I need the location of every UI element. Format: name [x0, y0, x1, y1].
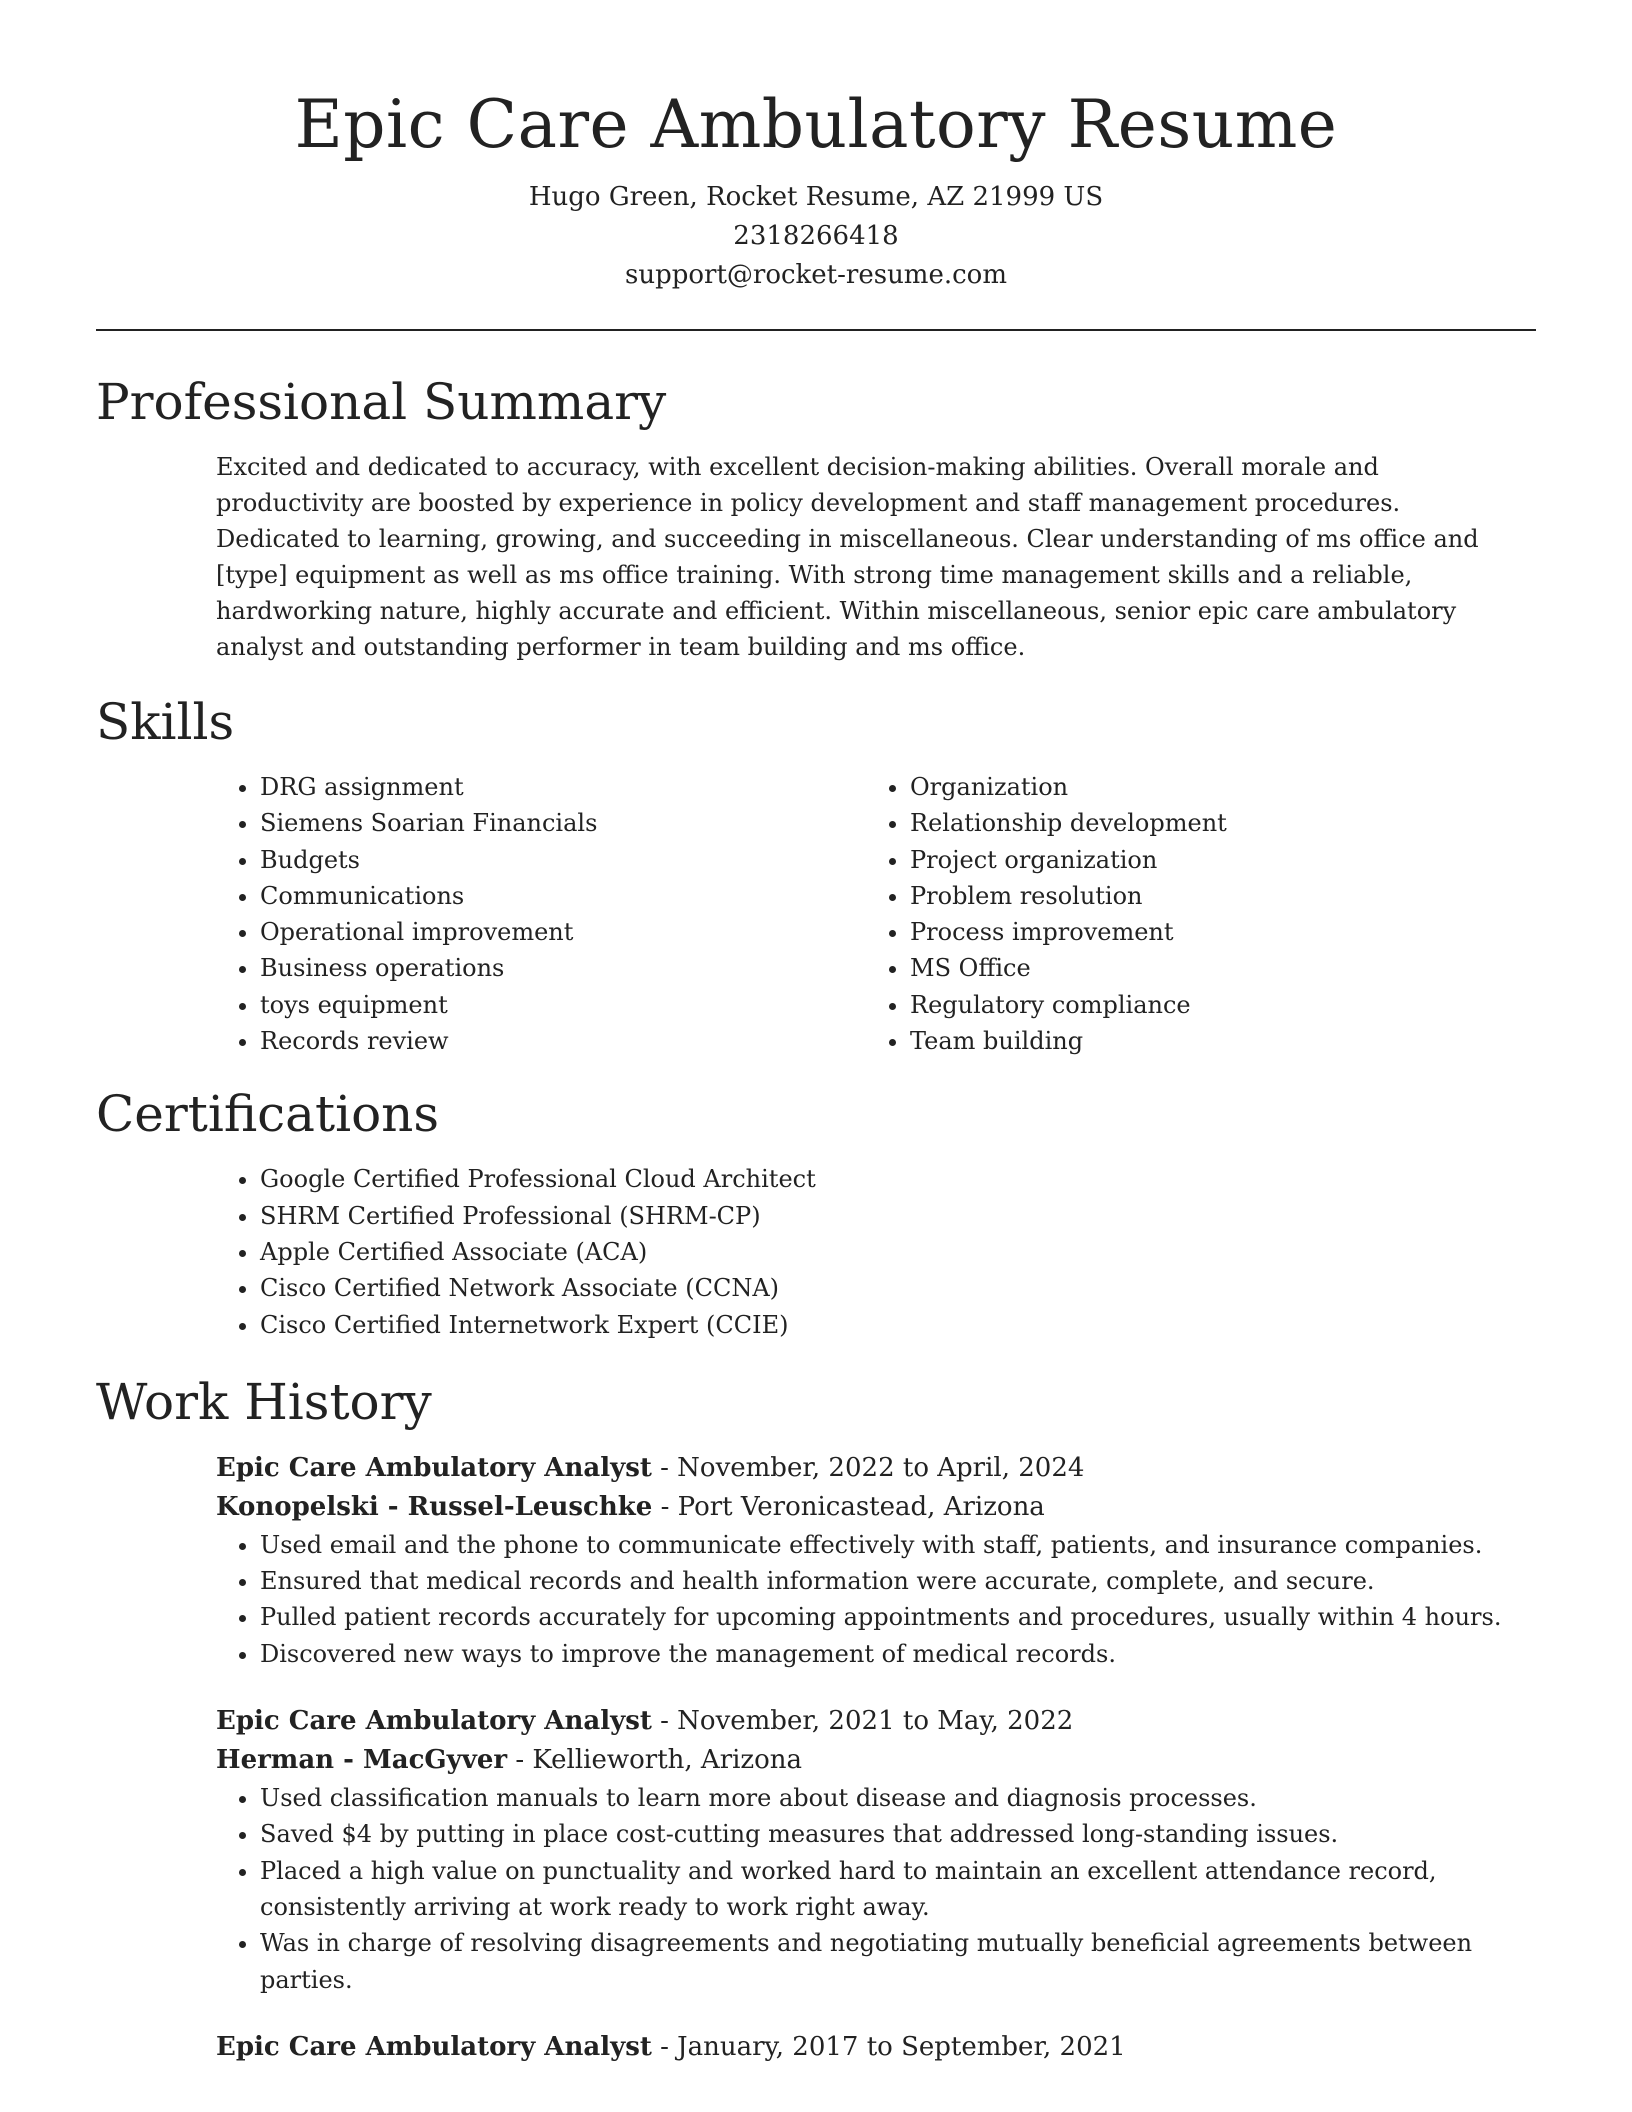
summary-heading: Professional Summary	[96, 373, 667, 431]
job-company: Konopelski - Russel-Leuschke	[216, 1491, 653, 1522]
skill-item: • Organization	[910, 769, 1516, 805]
job-dates: November, 2022 to April, 2024	[677, 1452, 1085, 1483]
job-duty: • Pulled patient records accurately for upcoming appointments and procedures, usually within 4 hours.	[260, 1599, 1536, 1635]
skill-item: • Communications	[260, 878, 866, 914]
job-dates: January, 2017 to September, 2021	[677, 2031, 1126, 2062]
resume-title: Epic Care Ambulatory Resume	[294, 86, 1338, 163]
certification-item: • Google Certified Professional Cloud Architect	[260, 1161, 1536, 1197]
contact-block	[96, 178, 1536, 295]
job-entry	[216, 1449, 1536, 1672]
job-separator: -	[660, 1706, 678, 1737]
job-entry	[216, 1702, 1536, 1998]
skill-item: • toys equipment	[260, 987, 866, 1023]
job-title-line	[216, 2028, 1536, 2067]
skills-columns	[216, 769, 1536, 1059]
certifications-block	[216, 1161, 1536, 1342]
resume-page	[96, 0, 1536, 2067]
work-history-heading: Work History	[96, 1372, 432, 1431]
certification-item: • Apple Certified Associate (ACA)	[260, 1234, 1536, 1270]
skill-item: • Process improvement	[910, 914, 1516, 950]
skills-heading: Skills	[96, 693, 235, 751]
certification-item: • Cisco Certified Internetwork Expert (CCIE)	[260, 1307, 1536, 1343]
certification-item: • SHRM Certified Professional (SHRM-CP)	[260, 1198, 1536, 1234]
job-title-line	[216, 1702, 1536, 1741]
skill-item: • Siemens Soarian Financials	[260, 805, 866, 841]
skill-item: • DRG assignment	[260, 769, 866, 805]
header-divider	[96, 329, 1536, 331]
skill-item: • Team building	[910, 1023, 1516, 1059]
contact-phone: 2318266418	[733, 221, 899, 251]
job-duty: • Used classification manuals to learn more about disease and diagnosis processes.	[260, 1780, 1536, 1816]
skills-list-left	[216, 769, 866, 1059]
job-duties-list	[216, 1780, 1536, 1998]
skill-item: • Operational improvement	[260, 914, 866, 950]
job-duty: • Ensured that medical records and health information were accurate, complete, and secure.	[260, 1563, 1536, 1599]
job-entry	[216, 2028, 1536, 2067]
resume-header	[96, 0, 1536, 295]
job-title: Epic Care Ambulatory Analyst	[216, 1706, 652, 1737]
job-company: Herman - MacGyver	[216, 1745, 508, 1776]
skill-item: • MS Office	[910, 950, 1516, 986]
certifications-heading: Certifications	[96, 1085, 440, 1144]
job-duty: • Discovered new ways to improve the management of medical records.	[260, 1636, 1536, 1672]
skills-list-right	[866, 769, 1516, 1059]
job-title: Epic Care Ambulatory Analyst	[216, 2031, 652, 2062]
job-duties-list	[216, 1527, 1536, 1672]
contact-email: support@rocket-resume.com	[624, 260, 1007, 290]
job-separator: -	[660, 2031, 678, 2062]
skill-item: • Problem resolution	[910, 878, 1516, 914]
job-duty: • Used email and the phone to communicate effectively with staff, patients, and insurance companies.	[260, 1527, 1536, 1563]
job-company-line	[216, 1488, 1536, 1527]
job-location: Port Veronicastead, Arizona	[677, 1491, 1045, 1522]
job-duty: • Saved $4 by putting in place cost-cutting measures that addressed long-standing issues.	[260, 1816, 1536, 1852]
skills-column-left	[216, 769, 866, 1059]
job-separator: -	[660, 1491, 678, 1522]
certification-item: • Cisco Certified Network Associate (CCNA)	[260, 1270, 1536, 1306]
job-title-line	[216, 1449, 1536, 1488]
skills-column-right	[866, 769, 1516, 1059]
skill-item: • Records review	[260, 1023, 866, 1059]
skill-item: • Project organization	[910, 842, 1516, 878]
skill-item: • Budgets	[260, 842, 866, 878]
certifications-list	[216, 1161, 1536, 1342]
skill-item: • Regulatory compliance	[910, 987, 1516, 1023]
summary-text: Excited and dedicated to accuracy, with excellent decision-making abilities. Overall morale and productivity are boosted by experience in policy development and staff management procedures. Dedicated to learning, growing, and succeeding in miscellaneous. Clear understanding of ms office and [type] equipment as well as ms office training. With strong time management skills and a reliable, hardworking nature, highly accurate and efficient. Within miscellaneous, senior epic care ambulatory analyst and outstanding performer in team building and ms office.	[216, 453, 1479, 661]
contact-address: Hugo Green, Rocket Resume, AZ 21999 US	[528, 182, 1104, 212]
skill-item: • Business operations	[260, 950, 866, 986]
skill-item: • Relationship development	[910, 805, 1516, 841]
job-separator: -	[515, 1745, 533, 1776]
job-company-line	[216, 1741, 1536, 1780]
job-duty: • Placed a high value on punctuality and worked hard to maintain an excellent attendance record, consistently arriving at work ready to work right away.	[260, 1853, 1536, 1926]
job-location: Kellieworth, Arizona	[532, 1745, 803, 1776]
job-duty: • Was in charge of resolving disagreements and negotiating mutually beneficial agreements between parties.	[260, 1925, 1536, 1998]
job-separator: -	[660, 1452, 678, 1483]
job-dates: November, 2021 to May, 2022	[677, 1706, 1074, 1737]
job-title: Epic Care Ambulatory Analyst	[216, 1452, 652, 1483]
